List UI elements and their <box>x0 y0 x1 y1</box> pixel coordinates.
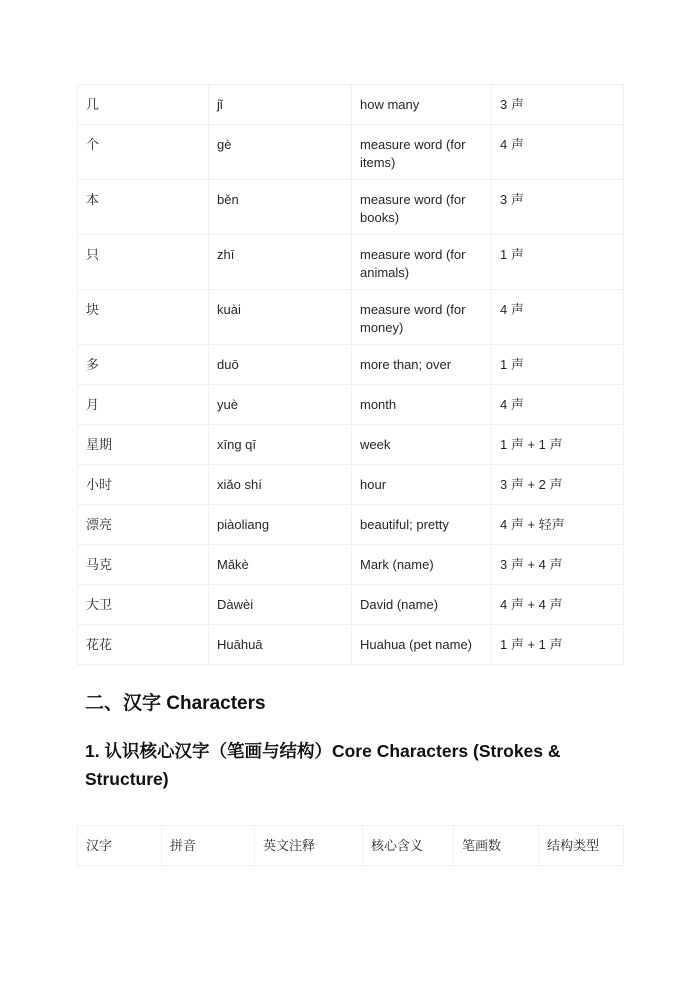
hanzi-cell: 个 <box>78 125 209 180</box>
pinyin-cell: gè <box>209 125 352 180</box>
hanzi-cell: 马克 <box>78 545 209 585</box>
vocabulary-table <box>77 84 624 665</box>
tone-cell: 4 声 <box>492 125 624 180</box>
table-row <box>78 345 624 385</box>
hanzi-cell: 小时 <box>78 465 209 505</box>
english-cell: more than; over <box>352 345 492 385</box>
header-hanzi: 汉字 <box>78 826 162 866</box>
table-row <box>78 465 624 505</box>
hanzi-cell: 块 <box>78 290 209 345</box>
english-cell: hour <box>352 465 492 505</box>
english-cell: measure word (for money) <box>352 290 492 345</box>
tone-cell: 4 声 + 轻声 <box>492 505 624 545</box>
pinyin-cell: xiǎo shí <box>209 465 352 505</box>
header-core-meaning: 核心含义 <box>363 826 454 866</box>
subsection-heading: 1. 认识核心汉字（笔画与结构）Core Characters (Strokes & Structure) <box>85 741 561 789</box>
table-row <box>78 545 624 585</box>
section-heading: 二、汉字 Characters <box>85 693 266 714</box>
tone-cell: 3 声 <box>492 180 624 235</box>
english-cell: how many <box>352 85 492 125</box>
pinyin-cell: Huāhuā <box>209 625 352 665</box>
tone-cell: 3 声 <box>492 85 624 125</box>
tone-cell: 1 声 <box>492 345 624 385</box>
table-header-row <box>78 826 624 866</box>
english-cell: measure word (for books) <box>352 180 492 235</box>
hanzi-cell: 星期 <box>78 425 209 465</box>
hanzi-cell: 漂亮 <box>78 505 209 545</box>
hanzi-cell: 花花 <box>78 625 209 665</box>
pinyin-cell: xīng qī <box>209 425 352 465</box>
tone-cell: 4 声 + 4 声 <box>492 585 624 625</box>
table-row <box>78 125 624 180</box>
english-cell: David (name) <box>352 585 492 625</box>
header-english: 英文注释 <box>255 826 363 866</box>
hanzi-cell: 几 <box>78 85 209 125</box>
table-row <box>78 290 624 345</box>
english-cell: week <box>352 425 492 465</box>
table-row <box>78 85 624 125</box>
english-cell: Mark (name) <box>352 545 492 585</box>
english-cell: measure word (for animals) <box>352 235 492 290</box>
hanzi-cell: 只 <box>78 235 209 290</box>
hanzi-cell: 月 <box>78 385 209 425</box>
pinyin-cell: zhī <box>209 235 352 290</box>
core-characters-table <box>77 825 624 866</box>
pinyin-cell: kuài <box>209 290 352 345</box>
english-cell: Huahua (pet name) <box>352 625 492 665</box>
tone-cell: 1 声 <box>492 235 624 290</box>
tone-cell: 3 声 + 4 声 <box>492 545 624 585</box>
pinyin-cell: yuè <box>209 385 352 425</box>
pinyin-cell: piàoliang <box>209 505 352 545</box>
header-stroke-count: 笔画数 <box>454 826 539 866</box>
pinyin-cell: Dàwèi <box>209 585 352 625</box>
hanzi-cell: 大卫 <box>78 585 209 625</box>
pinyin-cell: běn <box>209 180 352 235</box>
pinyin-cell: jǐ <box>209 85 352 125</box>
table-row <box>78 235 624 290</box>
tone-cell: 4 声 <box>492 290 624 345</box>
tone-cell: 1 声 + 1 声 <box>492 625 624 665</box>
tone-cell: 3 声 + 2 声 <box>492 465 624 505</box>
english-cell: beautiful; pretty <box>352 505 492 545</box>
english-cell: month <box>352 385 492 425</box>
table-row <box>78 625 624 665</box>
table-row <box>78 385 624 425</box>
header-structure-type: 结构类型 <box>539 826 624 866</box>
table-row <box>78 505 624 545</box>
english-cell: measure word (for items) <box>352 125 492 180</box>
hanzi-cell: 多 <box>78 345 209 385</box>
pinyin-cell: duō <box>209 345 352 385</box>
pinyin-cell: Mǎkè <box>209 545 352 585</box>
table-row <box>78 180 624 235</box>
header-pinyin: 拼音 <box>162 826 255 866</box>
table-row <box>78 425 624 465</box>
table-row <box>78 585 624 625</box>
hanzi-cell: 本 <box>78 180 209 235</box>
tone-cell: 1 声 + 1 声 <box>492 425 624 465</box>
tone-cell: 4 声 <box>492 385 624 425</box>
